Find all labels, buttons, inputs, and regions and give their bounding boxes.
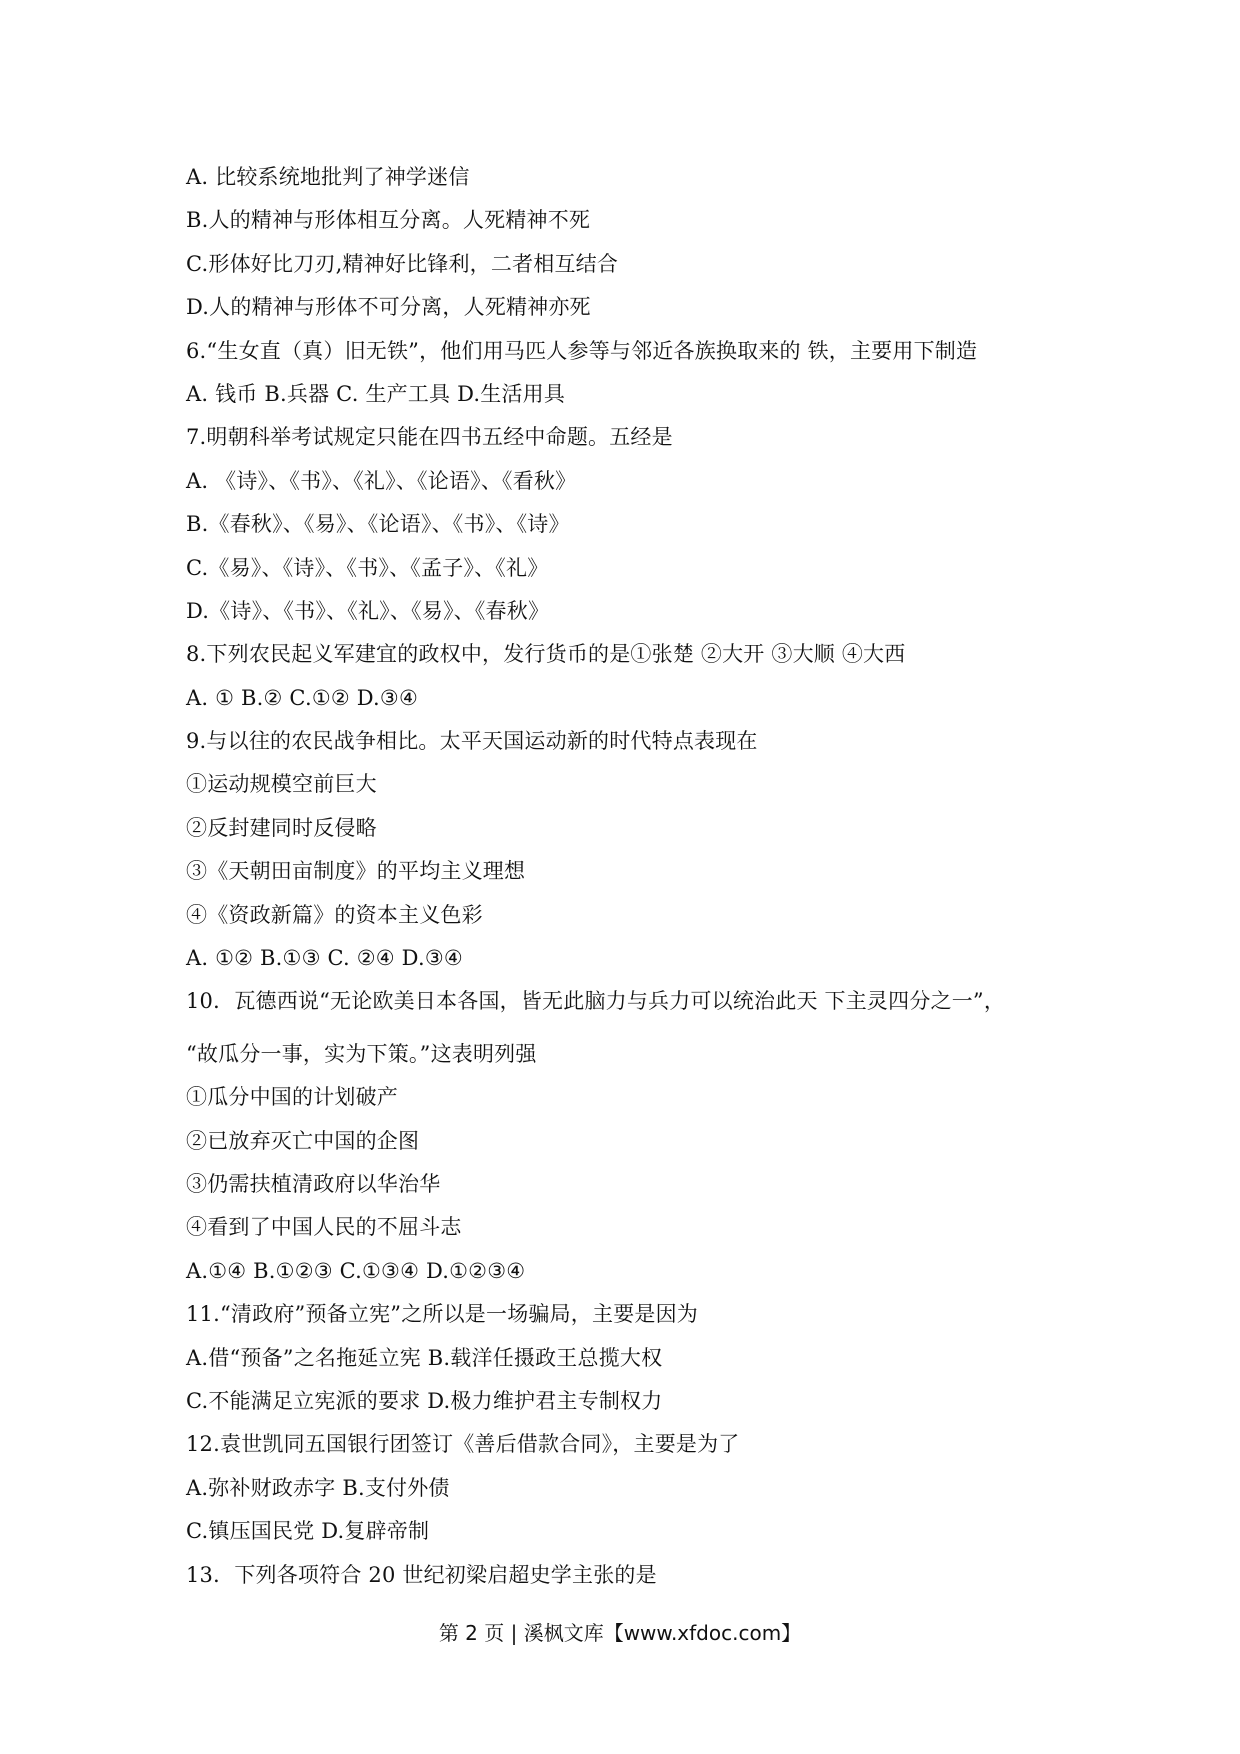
option-line: A. 《诗》、《书》、《礼》、《论语》、《看秋》 bbox=[186, 468, 577, 493]
statement-line: ②反封建同时反侵略 bbox=[186, 815, 377, 840]
option-line: C.镇压国民党 D.复辟帝制 bbox=[186, 1519, 430, 1544]
option-line: A. 钱币 B.兵器 C. 生产工具 D.生活用具 bbox=[186, 381, 566, 406]
question-9: 9.与以往的农民战争相比。太平天国运动新的时代特点表现在 bbox=[186, 729, 758, 754]
option-line: C.《易》、《诗》、《书》、《孟子》、《礼》 bbox=[186, 555, 549, 580]
question-8: 8.下列农民起义军建宜的政权中，发行货币的是①张楚 ②大开 ③大顺 ④大西 bbox=[186, 642, 906, 667]
question-10: 10．瓦德西说“无论欧美日本各国，皆无此脑力与兵力可以统治此天 下主灵四分之一”， bbox=[186, 989, 1006, 1014]
option-line: C.形体好比刀刃,精神好比锋利，二者相互结合 bbox=[186, 251, 619, 276]
option-line: A.弥补财政赤字 B.支付外债 bbox=[186, 1475, 450, 1500]
option-line: A. ① B.② C.①② D.③④ bbox=[186, 685, 418, 710]
question-7: 7.明朝科举考试规定只能在四书五经中命题。五经是 bbox=[186, 425, 673, 450]
question-12: 12.袁世凯同五国银行团签订《善后借款合同》，主要是为了 bbox=[186, 1432, 740, 1457]
option-line: B.《春秋》、《易》、《论语》、《书》、《诗》 bbox=[186, 512, 570, 537]
option-line: D.人的精神与形体不可分离，人死精神亦死 bbox=[186, 295, 591, 320]
question-6: 6.“生女直（真）旧无铁”，他们用马匹人参等与邻近各族换取来的 铁，主要用下制造 bbox=[186, 338, 978, 363]
statement-line: ④看到了中国人民的不屈斗志 bbox=[186, 1215, 462, 1240]
question-text-block bbox=[186, 156, 1066, 1597]
statement-line: ①瓜分中国的计划破产 bbox=[186, 1085, 398, 1110]
statement-line: ③《天朝田亩制度》的平均主义理想 bbox=[186, 859, 526, 884]
statement-line: ①运动规模空前巨大 bbox=[186, 772, 377, 797]
question-10-continued: “故瓜分一事，实为下策。”这表明列强 bbox=[186, 1041, 537, 1066]
question-13: 13．下列各项符合 20 世纪初梁启超史学主张的是 bbox=[186, 1562, 657, 1587]
option-line: A. 比较系统地批判了神学迷信 bbox=[186, 165, 470, 189]
option-line: B.人的精神与形体相互分离。人死精神不死 bbox=[186, 208, 591, 233]
option-line: D.《诗》、《书》、《礼》、《易》、《春秋》 bbox=[186, 598, 550, 623]
statement-line: ②已放弃灭亡中国的企图 bbox=[186, 1128, 420, 1153]
statement-line: ③仍需扶植清政府以华治华 bbox=[186, 1171, 441, 1196]
question-11: 11.“清政府”预备立宪”之所以是一场骗局，主要是因为 bbox=[186, 1302, 699, 1327]
page-footer: 第 2 页 | 溪枫文库【www.xfdoc.com】 bbox=[438, 1621, 802, 1645]
option-line: C.不能满足立宪派的要求 D.极力维护君主专制权力 bbox=[186, 1388, 663, 1413]
option-line: A.①④ B.①②③ C.①③④ D.①②③④ bbox=[186, 1258, 526, 1283]
option-line: A.借“预备”之名拖延立宪 B.载洋任摄政王总揽大权 bbox=[186, 1345, 663, 1370]
option-line: A. ①② B.①③ C. ②④ D.③④ bbox=[186, 946, 463, 971]
statement-line: ④《资政新篇》的资本主义色彩 bbox=[186, 902, 483, 927]
